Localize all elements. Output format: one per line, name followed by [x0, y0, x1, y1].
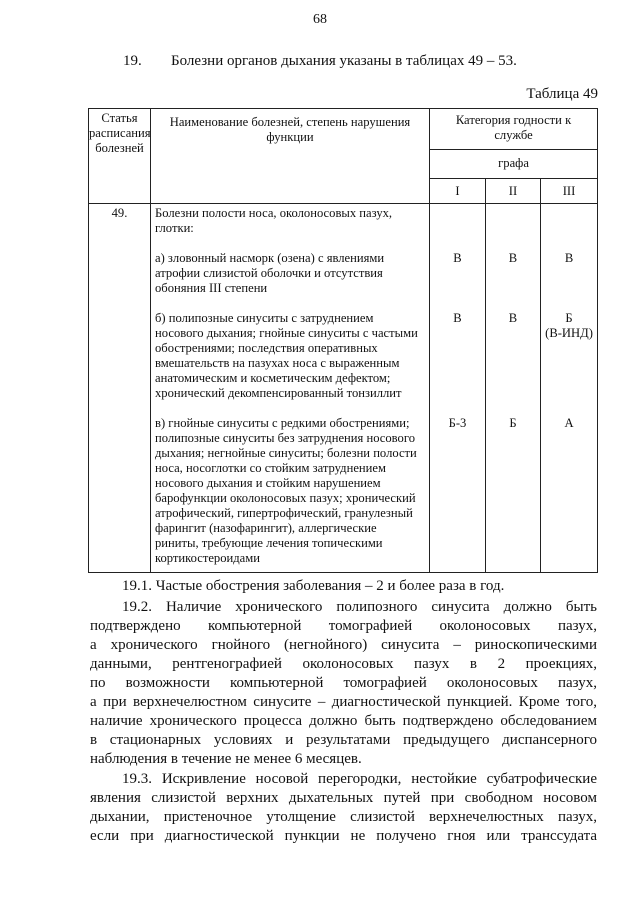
- paragraph-line: а при верхнечелюстном синусите – диагностической пункцией. Кроме того,: [90, 694, 597, 710]
- category-value: А: [564, 416, 574, 430]
- paragraph-line: 19.2. Наличие хронического полипозного синусита должно быть: [122, 599, 597, 615]
- header-category-line: Категория годности к: [455, 113, 572, 127]
- paragraph-line: данными, рентгенографией околоносовых пазух в 2 проекциях,: [90, 656, 597, 672]
- paragraph-19-2: [90, 598, 597, 769]
- header-article-line: Статья: [101, 111, 138, 125]
- paragraph-line: 19.3. Искривление носовой перегородки, нестойкие субатрофические: [122, 771, 597, 787]
- category-value: Б: [565, 311, 573, 325]
- category-value: Б: [509, 416, 517, 430]
- paragraph-line: наличие хронического процесса должно быть подтверждено обследованием: [90, 713, 597, 729]
- paragraph-line: если при диагностической пункции не получено гноя или транссудата: [90, 828, 597, 844]
- category-value: В: [508, 251, 518, 265]
- category-value: В: [564, 251, 574, 265]
- paragraph-line: по возможности компьютерной томографией околоносовых пазух,: [90, 675, 597, 691]
- section-heading: [123, 53, 517, 70]
- category-value: В: [453, 311, 462, 325]
- header-name-line: Наименование болезней, степень нарушения: [169, 115, 411, 129]
- subitem-a: а) зловонный насморк (озена) с явлениями атрофии слизистой оболочки и отсутствия обоняния III степени: [155, 251, 385, 295]
- subitem-c: в) гнойные синуситы с редкими обострениями; полипозные синуситы без затруднения носового дыхания; негнойные синуситы; болезни полости носа, носоглотки со стойким затруднением носового дыхания и стойким нарушением барофункции околоносовых пазух; хронический атрофический, гипертрофический, гранулезный фарингит (назофарингит), аллергические риниты, требующие лечения топическими кортикостероидами: [155, 416, 417, 565]
- paragraph-line: наблюдения в течение не менее 6 месяцев.: [90, 751, 362, 767]
- header-category-line: службе: [494, 128, 533, 142]
- column-number-1: I: [430, 179, 486, 204]
- category-value: (В-ИНД): [545, 326, 593, 340]
- header-name-line: функции: [266, 130, 314, 144]
- table-49: [88, 108, 598, 573]
- paragraph-line: явления слизистой верхних дыхательных путей при свободном носовом: [90, 790, 597, 806]
- header-article: [89, 109, 151, 204]
- paragraph-19-1: [90, 577, 597, 596]
- section-title: Болезни органов дыхания указаны в таблицах 49 – 53.: [171, 53, 517, 69]
- article-number: 49.: [89, 204, 151, 573]
- paragraph-line: в стационарных условиях и результатами предыдущего диспансерного: [90, 732, 597, 748]
- category-column-2: [486, 204, 541, 573]
- category-value: В: [453, 251, 462, 265]
- paragraph-19-3: [90, 770, 597, 846]
- paragraph-line: а хронического гнойного (негнойного) синусита – риноскопическими: [90, 637, 597, 653]
- header-disease-name: [151, 109, 430, 204]
- category-value: Б-3: [448, 416, 467, 430]
- disease-description: [151, 204, 430, 573]
- paragraph-line: дыхании, пристеночное утолщение слизистой верхнечелюстных пазух,: [90, 809, 597, 825]
- paragraph-line: подтверждено компьютерной томографией околоносовых пазух,: [90, 618, 597, 634]
- header-article-line: расписания: [89, 126, 151, 140]
- column-number-2: II: [486, 179, 541, 204]
- paragraph-line: 19.1. Частые обострения заболевания – 2 и более раза в год.: [122, 578, 505, 594]
- category-column-1: [430, 204, 486, 573]
- disease-intro: Болезни полости носа, околоносовых пазух, глотки:: [155, 206, 393, 235]
- table-row: [89, 204, 598, 573]
- table-label: Таблица 49: [526, 86, 598, 102]
- category-column-3: [541, 204, 598, 573]
- subitem-b: б) полипозные синуситы с затруднением носового дыхания; гнойные синуситы с частыми обострениями; последствия оперативных вмешательств на пазухах носа с выраженным анатомическим и косметическим дефектом; хронический декомпенсированный тонзиллит: [155, 311, 418, 400]
- section-number: 19.: [123, 53, 142, 69]
- header-grafa: графа: [430, 150, 598, 179]
- category-value: В: [508, 311, 518, 325]
- column-number-3: III: [541, 179, 598, 204]
- header-article-line: болезней: [95, 141, 144, 155]
- header-category: [430, 109, 598, 150]
- table-header-row: [89, 109, 598, 150]
- page-number: 68: [313, 12, 327, 27]
